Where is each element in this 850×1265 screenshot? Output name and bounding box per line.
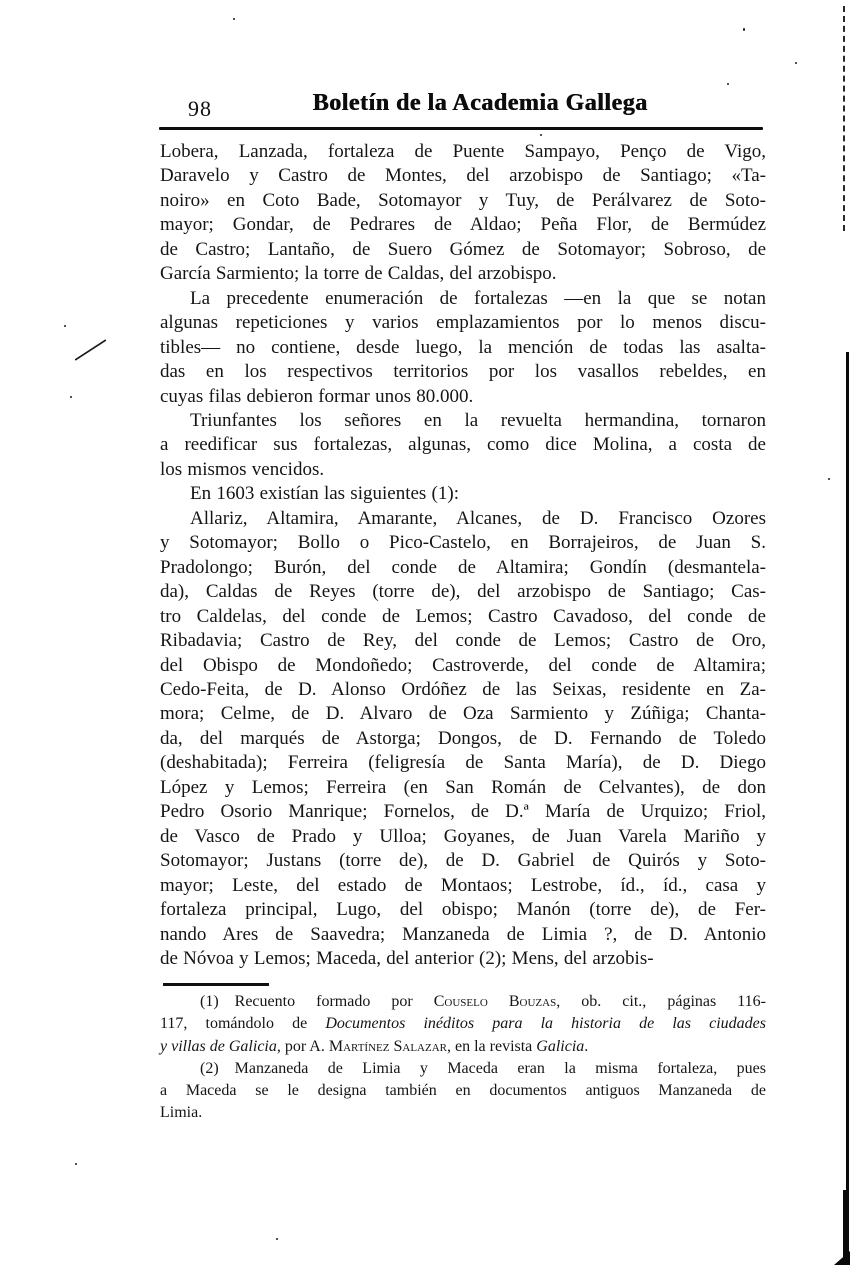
page-number: 98 [188, 96, 212, 121]
footnote-text-run: , ob. cit., páginas 116- [556, 993, 766, 1010]
footnote-line [160, 1013, 766, 1035]
text-line: del Obispo de Mondoñedo; Castroverde, del conde de Altamira; [160, 654, 766, 676]
text-line: Sotomayor; Justans (torre de), de D. Gabriel de Quirós y Soto- [160, 850, 766, 872]
footnote-text-run: , por A. [276, 1037, 329, 1055]
header-rule [159, 127, 763, 130]
footnote-text-run: . [584, 1037, 589, 1055]
text-line: Lobera, Lanzada, fortaleza de Puente Sampayo, Penço de Vigo, [160, 141, 766, 162]
text-line: nando Ares de Saavedra; Manzaneda de Limia ?, de D. Antonio [160, 923, 766, 945]
text-line: mayor; Gondar, de Pedrares de Aldao; Peña Flor, de Bermúdez [160, 214, 766, 236]
scan-edge-artifact [843, 6, 845, 231]
text-line: García Sarmiento; la torre de Caldas, del arzobispo. [160, 263, 557, 285]
text-line: (deshabitada); Ferreira (feligresía de Santa María), de D. Diego [160, 752, 766, 774]
text-line: La precedente enumeración de fortalezas —en la que se notan [190, 287, 766, 309]
text-line: noiro» en Coto Bade, Sotomayor y Tuy, de Perálvarez de Soto- [160, 189, 766, 211]
scan-speck [75, 1163, 77, 1165]
footnote-separator [163, 983, 269, 986]
text-line: Daravelo y Castro de Montes, del arzobispo de Santiago; «Ta- [160, 165, 766, 187]
text-line: mayor; Leste, del estado de Montaos; Lestrobe, íd., íd., casa y [160, 874, 766, 896]
scan-speck [233, 18, 235, 20]
scan-speck [828, 478, 830, 480]
text-line: Triunfantes los señores en la revuelta hermandina, tornaron [190, 409, 766, 431]
paragraph [160, 287, 766, 409]
text-line: das en los respectivos territorios por los vasallos rebeldes, en [160, 361, 766, 383]
paragraph [160, 140, 766, 287]
footnote-line [160, 1036, 766, 1058]
text-line: fortaleza principal, Lugo, del obispo; Manón (torre de), de Fer- [160, 899, 766, 921]
footnote-line [160, 1080, 766, 1102]
text-line: algunas repeticiones y varios emplazamientos por lo menos discu- [160, 312, 766, 334]
footnote [160, 991, 766, 1058]
paragraph [160, 482, 766, 506]
footnote-text-run: Limia. [160, 1104, 203, 1122]
footnote-text-run: Couselo Bouzas [433, 993, 557, 1010]
text-line: cuyas filas debieron formar unos 80.000. [160, 385, 474, 407]
text-line: de Vasco de Prado y Ulloa; Goyanes, de Juan Varela Mariño y [160, 825, 766, 847]
scan-edge-artifact [846, 352, 849, 1265]
paragraph [160, 507, 766, 972]
scan-speck [727, 83, 729, 85]
text-line: Ribadavia; Castro de Rey, del conde de Lemos; Castro de Oro, [160, 630, 766, 652]
footnotes [160, 991, 766, 1125]
footnote-text-run: y villas de Galicia [160, 1037, 277, 1055]
text-line: a reedificar sus fortalezas, algunas, como dice Molina, a costa de [160, 434, 766, 456]
scan-speck [70, 396, 72, 398]
text-line: tibles— no contiene, desde luego, la mención de todas las asalta- [160, 336, 766, 358]
text-line: y Sotomayor; Bollo o Pico-Castelo, en Borrajeiros, de Juan S. [160, 532, 766, 554]
pencil-slash-mark [74, 339, 106, 361]
text-line: mora; Celme, de D. Alvaro de Oza Sarmiento y Zúñiga; Chanta- [160, 703, 766, 725]
scan-speck [64, 325, 66, 327]
text-line: Cedo-Feita, de D. Alonso Ordóñez de las Seixas, residente en Za- [160, 678, 766, 700]
text-line: da, del marqués de Astorga; Dongos, de D. Fernando de Toledo [160, 727, 766, 749]
text-line: tro Caldelas, del conde de Lemos; Castro Cavadoso, del conde de [160, 605, 766, 627]
footnote-text-run: (2) Manzaneda de Limia y Maceda eran la misma fortaleza, pues [200, 1059, 766, 1077]
text-line: da), Caldas de Reyes (torre de), del arzobispo de Santiago; Cas- [160, 581, 766, 603]
footnote-line [160, 1102, 766, 1124]
text-line: Pedro Osorio Manrique; Fornelos, de D.ª María de Urquizo; Friol, [160, 801, 766, 823]
body-text [160, 140, 766, 971]
footnote-text-run: , en la revista [446, 1037, 537, 1055]
footnote-text-run: a Maceda se le designa también en documentos antiguos Manzaneda de [160, 1082, 766, 1100]
journal-title: Boletín de la Academia Gallega [312, 90, 648, 116]
scan-speck [276, 1238, 278, 1240]
text-line: los mismos vencidos. [160, 458, 325, 480]
footnote-text-run: Documentos inéditos para la historia de las ciudades [325, 1015, 766, 1033]
text-line: de Nóvoa y Lemos; Maceda, del anterior (2); Mens, del arzobis- [160, 947, 654, 969]
text-line: En 1603 existían las siguientes (1): [190, 483, 459, 505]
footnote [160, 1058, 766, 1125]
text-line: López y Lemos; Ferreira (en San Román de Celvantes), de don [160, 776, 766, 798]
scan-speck [743, 28, 745, 31]
footnote-text-run: 117, tomándolo de [160, 1015, 326, 1033]
scan-speck [540, 134, 542, 136]
text-line: Allariz, Altamira, Amarante, Alcanes, de D. Francisco Ozores [190, 507, 766, 529]
footnote-text-run: Galicia [536, 1037, 585, 1055]
text-line: de Castro; Lantaño, de Suero Gómez de Sotomayor; Sobroso, de [160, 238, 766, 260]
footnote-text-run: Martínez Salazar [328, 1037, 447, 1055]
footnote-line [160, 1058, 766, 1080]
paragraph [160, 409, 766, 482]
footnote-text-run: (1) Recuento formado por [200, 993, 434, 1010]
scan-speck [795, 62, 797, 64]
text-line: Pradolongo; Burón, del conde de Altamira; Gondín (desmantela- [160, 556, 766, 578]
footnote-line [160, 991, 766, 1013]
